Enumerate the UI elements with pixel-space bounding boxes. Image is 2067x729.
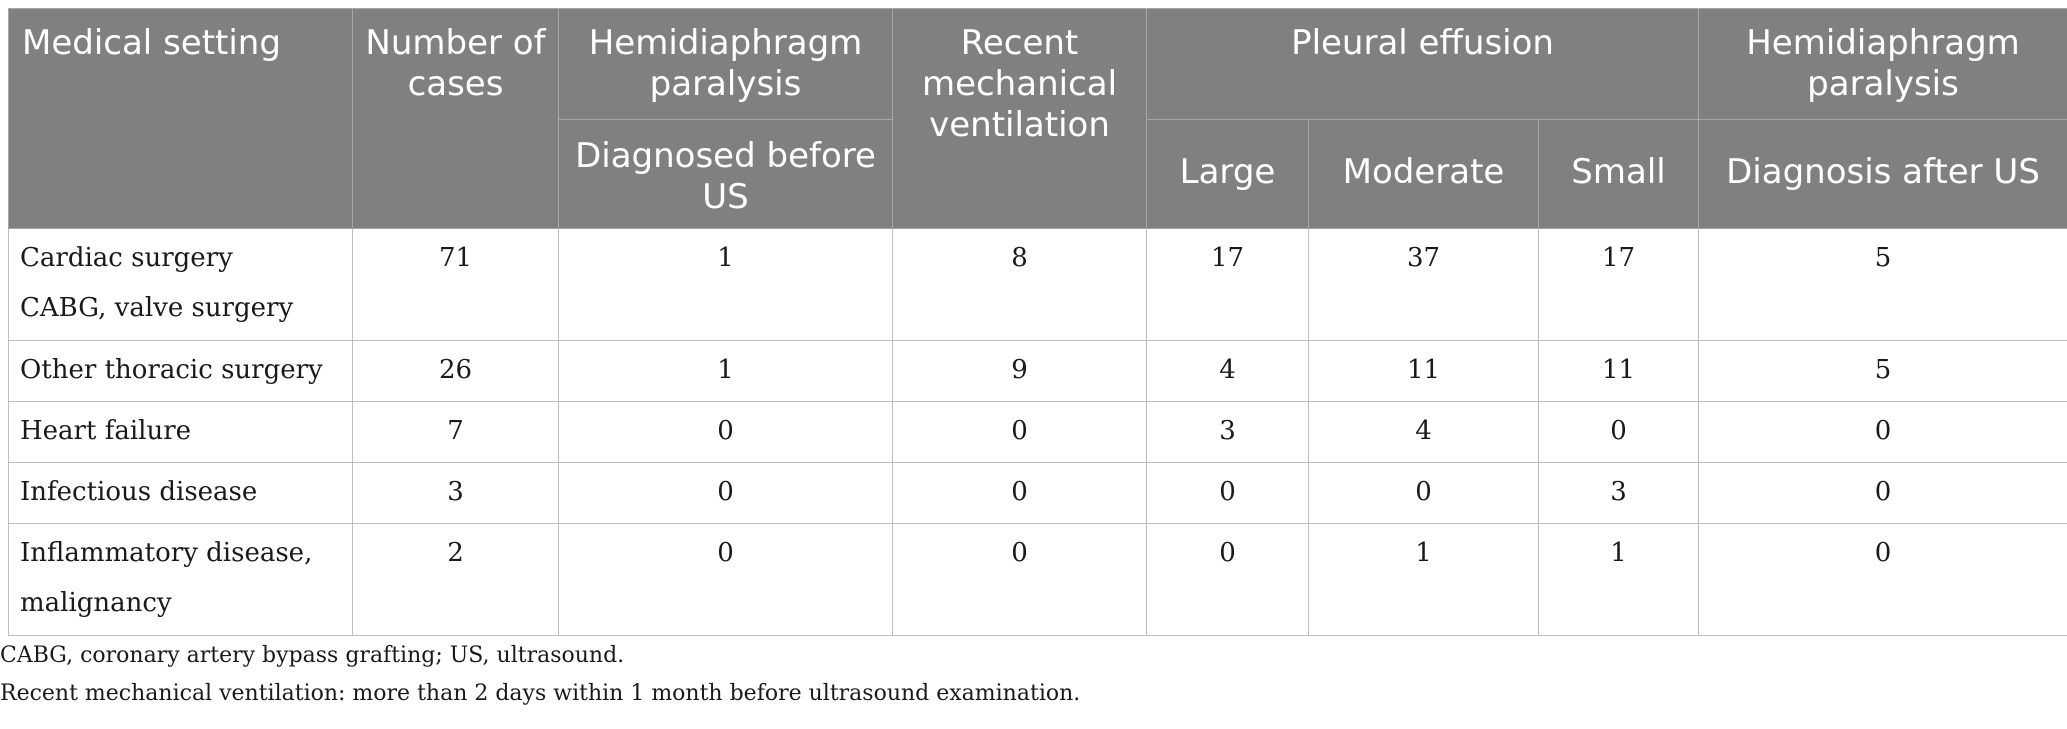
cell-small: 0: [1539, 402, 1699, 463]
table-row: [9, 341, 2067, 402]
footnote-ventilation: Recent mechanical ventilation: more than 2 days within 1 month before ultrasound examination.: [0, 681, 1081, 706]
cell-after-us: 5: [1699, 341, 2067, 402]
cell-cases: 7: [353, 402, 559, 463]
table-row: [9, 463, 2067, 524]
header-diagnosis-after-us: Diagnosis after US: [1699, 120, 2067, 229]
data-table: [8, 8, 2067, 636]
cell-cases: 2: [353, 524, 559, 636]
cell-small: 3: [1539, 463, 1699, 524]
header-diagnosed-before-us: Diagnosed before US: [559, 120, 893, 229]
table-row: [9, 229, 2067, 341]
cell-medical-setting: Infectious disease: [9, 463, 353, 524]
table-body: [9, 229, 2067, 636]
cell-large: 0: [1147, 463, 1309, 524]
header-large: Large: [1147, 120, 1309, 229]
cell-after-us: 0: [1699, 463, 2067, 524]
cell-after-us: 5: [1699, 229, 2067, 341]
header-medical-setting: Medical setting: [9, 9, 353, 229]
cell-after-us: 0: [1699, 402, 2067, 463]
table-footnotes: [0, 637, 1080, 713]
cell-medical-setting: Heart failure: [9, 402, 353, 463]
cell-ventilation: 8: [893, 229, 1147, 341]
cell-moderate: 1: [1309, 524, 1539, 636]
table-header: [9, 9, 2067, 229]
header-number-of-cases: Number of cases: [353, 9, 559, 229]
cell-before-us: 0: [559, 402, 893, 463]
header-recent-mechanical-ventilation: Recent mechanical ventilation: [893, 9, 1147, 229]
cell-moderate: 11: [1309, 341, 1539, 402]
cell-large: 17: [1147, 229, 1309, 341]
header-hemidiaphragm-paralysis-2: Hemidiaphragm paralysis: [1699, 9, 2067, 120]
cell-ventilation: 0: [893, 402, 1147, 463]
setting-line-1: Inflammatory disease,: [20, 538, 313, 568]
cell-ventilation: 0: [893, 463, 1147, 524]
table-row: [9, 524, 2067, 636]
header-hemidiaphragm-paralysis: Hemidiaphragm paralysis: [559, 9, 893, 120]
header-pleural-effusion: Pleural effusion: [1147, 9, 1699, 120]
setting-line-1: Cardiac surgery: [20, 243, 233, 273]
cell-ventilation: 0: [893, 524, 1147, 636]
cell-cases: 3: [353, 463, 559, 524]
cell-before-us: 1: [559, 341, 893, 402]
cell-medical-setting: Other thoracic surgery: [9, 341, 353, 402]
cell-after-us: 0: [1699, 524, 2067, 636]
cell-moderate: 4: [1309, 402, 1539, 463]
cell-large: 0: [1147, 524, 1309, 636]
table-row: [9, 402, 2067, 463]
cell-medical-setting: [9, 229, 353, 341]
header-moderate: Moderate: [1309, 120, 1539, 229]
cell-moderate: 0: [1309, 463, 1539, 524]
cell-before-us: 0: [559, 524, 893, 636]
header-small: Small: [1539, 120, 1699, 229]
footnote-abbreviations: CABG, coronary artery bypass grafting; US, ultrasound.: [0, 643, 625, 668]
cell-medical-setting: [9, 524, 353, 636]
cell-small: 17: [1539, 229, 1699, 341]
cell-large: 4: [1147, 341, 1309, 402]
cell-moderate: 37: [1309, 229, 1539, 341]
cell-before-us: 0: [559, 463, 893, 524]
setting-line-2: CABG, valve surgery: [20, 293, 294, 323]
cell-large: 3: [1147, 402, 1309, 463]
cell-cases: 26: [353, 341, 559, 402]
cell-ventilation: 9: [893, 341, 1147, 402]
cell-small: 11: [1539, 341, 1699, 402]
cell-cases: 71: [353, 229, 559, 341]
cell-before-us: 1: [559, 229, 893, 341]
cell-small: 1: [1539, 524, 1699, 636]
setting-line-2: malignancy: [20, 588, 172, 618]
table-container: [8, 8, 2067, 636]
